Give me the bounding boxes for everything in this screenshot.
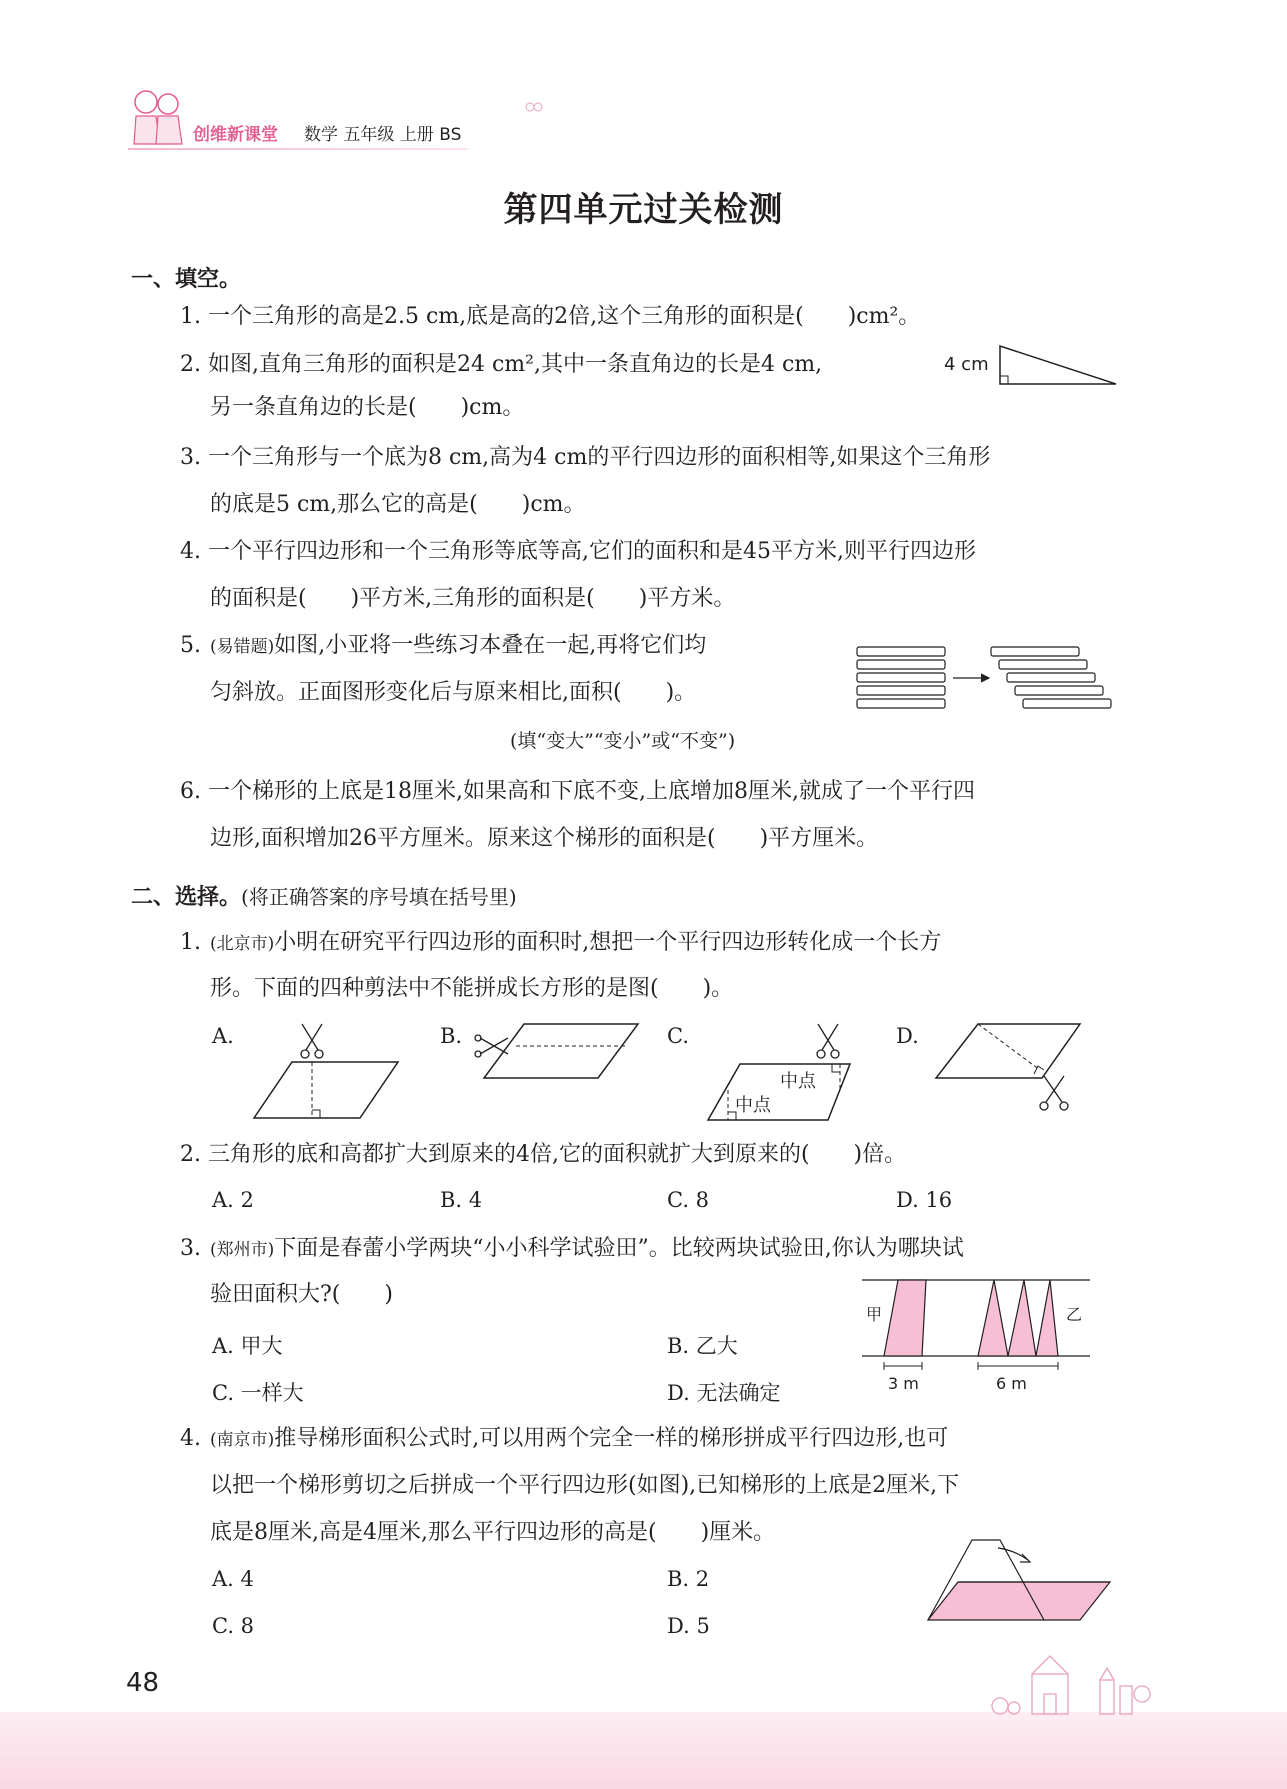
castle-decoration-icon: [980, 1650, 1160, 1720]
header-divider: [128, 148, 468, 150]
figure-d-parallelogram: [930, 1020, 1090, 1130]
question-1-3-line2: 的底是5 cm,那么它的高是( )cm。: [210, 492, 586, 517]
section-heading-note: (将正确答案的序号填在括号里): [241, 885, 517, 909]
page-title: 第四单元过关检测: [503, 190, 784, 230]
question-1-4-line1: 4. 一个平行四边形和一个三角形等底等高,它们的面积和是45平方米,则平行四边形: [180, 539, 976, 564]
scissors-icon: [1040, 1076, 1068, 1110]
question-2-4-line2: 以把一个梯形剪切之后拼成一个平行四边形(如图),已知梯形的上底是2厘米,下: [210, 1473, 960, 1498]
header-kids-illustration: [126, 86, 186, 156]
header-series-name: 创维新课堂: [193, 125, 278, 145]
scissors-icon: [475, 1035, 508, 1057]
question-number: 5.: [180, 633, 201, 658]
figure-a-parallelogram: [250, 1020, 410, 1130]
option-d: D. 无法确定: [667, 1381, 781, 1405]
question-number: 3.: [180, 1236, 201, 1261]
option-d: D. 5: [667, 1614, 710, 1638]
option-b-label: B.: [440, 1024, 463, 1048]
question-2-4-line1: [180, 1424, 948, 1455]
question-text: 下面是春蕾小学两块“小小科学试验田”。比较两块试验田,你认为哪块试: [274, 1236, 964, 1261]
question-1-4-line2: 的面积是( )平方米,三角形的面积是( )平方米。: [210, 586, 736, 611]
footer-band: [0, 1712, 1287, 1789]
midpoint-label: 中点: [780, 1071, 816, 1092]
trapezoid-to-parallelogram-figure: [920, 1530, 1130, 1630]
page-number: 48: [126, 1668, 160, 1698]
question-1-2-line1: 2. 如图,直角三角形的面积是24 cm²,其中一条直角边的长是4 cm,: [180, 352, 823, 377]
field-yi-dimension: 6 m: [996, 1374, 1027, 1393]
flower-icon: [524, 100, 544, 114]
question-2-3-line1: [180, 1234, 964, 1265]
option-b: B. 2: [667, 1567, 710, 1591]
question-text: 小明在研究平行四边形的面积时,想把一个平行四边形转化成一个长方: [274, 930, 942, 955]
section-heading-choice: [131, 880, 517, 911]
question-number: 4.: [180, 1426, 201, 1451]
question-1-3-line1: 3. 一个三角形与一个底为8 cm,高为4 cm的平行四边形的面积相等,如果这个三角形: [180, 445, 991, 470]
option-a-label: A.: [212, 1024, 234, 1048]
question-text: 推导梯形面积公式时,可以用两个完全一样的梯形拼成平行四边形,也可: [274, 1426, 949, 1451]
header-book-info: 数学 五年级 上册 BS: [304, 125, 462, 145]
question-tag: (易错题): [210, 637, 275, 657]
question-tag: (郑州市): [210, 1240, 275, 1260]
question-1-6-line1: 6. 一个梯形的上底是18厘米,如果高和下底不变,上底增加8厘米,就成了一个平行四: [180, 779, 975, 804]
stacked-notebooks-figure: [855, 643, 1115, 723]
option-c-label: C.: [667, 1024, 689, 1048]
question-1-2-line2: 另一条直角边的长是( )cm。: [210, 395, 525, 420]
midpoint-label: 中点: [735, 1095, 771, 1116]
option-b: B. 乙大: [667, 1334, 738, 1358]
field-yi-label: 乙: [1066, 1305, 1083, 1324]
question-1-1: 1. 一个三角形的高是2.5 cm,底是高的2倍,这个三角形的面积是( )cm²。: [180, 304, 921, 329]
question-tag: (南京市): [210, 1430, 275, 1450]
question-text: 如图,小亚将一些练习本叠在一起,再将它们均: [274, 633, 707, 658]
question-2-2: 2. 三角形的底和高都扩大到原来的4倍,它的面积就扩大到原来的( )倍。: [180, 1142, 907, 1167]
field-jia-dimension: 3 m: [888, 1374, 919, 1393]
option-a: A. 甲大: [212, 1334, 283, 1358]
scissors-icon: [301, 1024, 323, 1058]
question-1-5-line2: 匀斜放。正面图形变化后与原来相比,面积( )。: [210, 680, 697, 705]
question-2-1-line1: [180, 928, 941, 959]
option-a: A. 4: [212, 1567, 254, 1591]
question-1-5-line1: [180, 631, 706, 662]
option-b: B. 4: [440, 1188, 483, 1212]
right-triangle-figure: [998, 340, 1128, 390]
question-2-3-line2: 验田面积大?( ): [210, 1282, 393, 1307]
option-a: A. 2: [212, 1188, 254, 1212]
field-jia-label: 甲: [866, 1305, 883, 1324]
option-c: C. 一样大: [212, 1381, 304, 1405]
question-1-5-hint: (填“变大”“变小”或“不变”): [510, 730, 736, 752]
question-1-6-line2: 边形,面积增加26平方厘米。原来这个梯形的面积是( )平方厘米。: [210, 826, 879, 851]
triangle-side-label: 4 cm: [944, 354, 989, 375]
section-heading-label: 二、选择。: [131, 885, 242, 910]
question-2-4-line3: 底是8厘米,高是4厘米,那么平行四边形的高是( )厘米。: [210, 1520, 776, 1545]
option-c: C. 8: [667, 1188, 710, 1212]
figure-b-parallelogram: [476, 1020, 656, 1090]
question-number: 1.: [180, 930, 201, 955]
option-d: D. 16: [896, 1188, 953, 1212]
question-2-1-line2: 形。下面的四种剪法中不能拼成长方形的是图( )。: [210, 976, 734, 1001]
question-tag: (北京市): [210, 934, 275, 954]
option-c: C. 8: [212, 1614, 255, 1638]
option-d-label: D.: [896, 1024, 919, 1048]
section-heading-fill-blank: 一、填空。: [131, 267, 242, 292]
scissors-icon: [817, 1024, 839, 1058]
